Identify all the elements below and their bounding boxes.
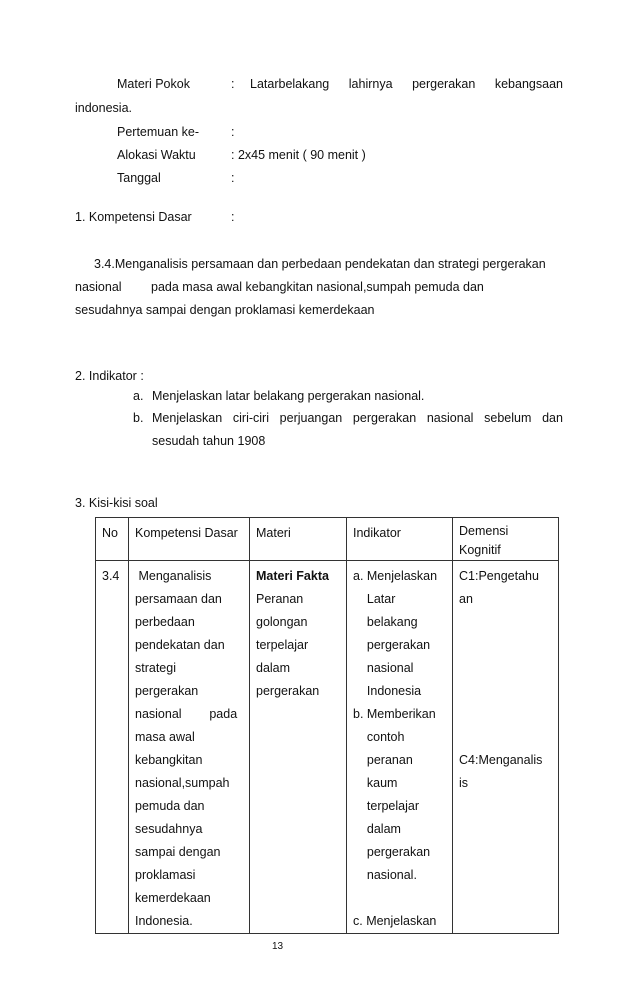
kd-line: pemuda dan — [135, 799, 205, 813]
kognitif-line: C1:Pengetahu — [459, 569, 539, 583]
kd-line-2a: nasional — [75, 280, 122, 294]
kd-line: sampai dengan — [135, 845, 221, 859]
header-demensi-kognitif — [453, 518, 559, 561]
kd-line: masa awal — [135, 730, 195, 744]
alokasi-label: Alokasi Waktu — [117, 148, 196, 162]
section2-heading: 2. Indikator : — [75, 369, 144, 383]
header-kompetensi-dasar: Kompetensi Dasar — [129, 518, 250, 561]
cell-no: 3.4 — [96, 561, 129, 934]
page-number: 13 — [272, 941, 284, 952]
kd-line: Indonesia. — [135, 914, 193, 928]
pertemuan-label: Pertemuan ke- — [117, 125, 199, 139]
cell-kompetensi-dasar — [129, 561, 250, 934]
tanggal-colon: : — [231, 171, 235, 185]
kd-line: kemerdekaan — [135, 891, 211, 905]
kognitif-line — [459, 703, 552, 726]
indikator-line: Indonesia — [353, 684, 422, 698]
pertemuan-colon: : — [231, 125, 235, 139]
word: sebelum — [484, 411, 532, 425]
kognitif-line: is — [459, 776, 469, 790]
word: perjuangan — [279, 411, 343, 425]
materi-pokok-continuation: indonesia. — [75, 101, 132, 115]
indikator-line: contoh — [353, 730, 405, 744]
materi-line: dalam — [256, 661, 291, 675]
word: pergerakan — [352, 411, 417, 425]
kd-line-1: 3.4.Menganalisis persamaan dan perbedaan pendekatan dan strategi pergerakan — [94, 257, 546, 271]
kognitif-line — [459, 657, 552, 680]
kognitif-line — [459, 634, 552, 657]
indikator-a-text: Menjelaskan latar belakang pergerakan nasional. — [152, 389, 425, 403]
kd-line: nasional,sumpah — [135, 776, 230, 790]
header-line: Demensi — [459, 524, 509, 538]
cell-indikator — [347, 561, 453, 934]
indikator-line: b. Memberikan — [353, 707, 436, 721]
word: ciri-ciri — [232, 411, 269, 425]
indikator-a-marker: a. — [133, 389, 144, 403]
kd-line: persamaan dan — [135, 592, 222, 606]
kognitif-line — [459, 726, 552, 749]
word: Menjelaskan — [152, 411, 223, 425]
header-indikator: Indikator — [347, 518, 453, 561]
kognitif-line — [459, 680, 552, 703]
word: Latarbelakang — [250, 77, 330, 91]
table-row — [96, 561, 559, 934]
word: nasional — [426, 411, 474, 425]
materi-pokok-label: Materi Pokok — [117, 77, 190, 91]
indikator-line: nasional. — [353, 868, 417, 882]
indikator-line: dalam — [353, 822, 401, 836]
cell-kognitif — [453, 561, 559, 934]
materi-line: Peranan — [256, 592, 304, 606]
section3-heading: 3. Kisi-kisi soal — [75, 496, 158, 510]
indikator-line: peranan — [353, 753, 413, 767]
header-materi: Materi — [250, 518, 347, 561]
word: lahirnya — [348, 77, 393, 91]
kd-line: strategi — [135, 661, 176, 675]
kd-line-2b: pada masa awal kebangkitan nasional,sumpah pemuda dan — [151, 280, 484, 294]
materi-pokok-value — [250, 77, 563, 91]
kd-line: sesudahnya — [135, 822, 203, 836]
indikator-line: belakang — [353, 615, 418, 629]
kd-line: Menganalisis — [135, 569, 212, 583]
indikator-b-continuation: sesudah tahun 1908 — [152, 434, 266, 448]
section1-heading: 1. Kompetensi Dasar — [75, 210, 192, 224]
kd-line: perbedaan — [135, 615, 195, 629]
table-header-row — [96, 518, 559, 561]
materi-title: Materi Fakta — [256, 569, 329, 583]
kd-line: pendekatan dan — [135, 638, 225, 652]
indikator-line: kaum — [353, 776, 398, 790]
materi-line: pergerakan — [256, 684, 320, 698]
indikator-b-text — [152, 411, 563, 425]
kd-line: proklamasi — [135, 868, 196, 882]
alokasi-value: : 2x45 menit ( 90 menit ) — [231, 148, 366, 162]
materi-line: terpelajar — [256, 638, 309, 652]
indikator-line: Latar — [353, 592, 396, 606]
indikator-line — [353, 887, 446, 910]
indikator-line: c. Menjelaskan — [353, 914, 437, 928]
kognitif-line: C4:Menganalis — [459, 753, 543, 767]
kd-line: kebangkitan — [135, 753, 203, 767]
header-line: Kognitif — [459, 543, 501, 557]
indikator-line: pergerakan — [353, 845, 431, 859]
header-no: No — [96, 518, 129, 561]
kognitif-line — [459, 611, 552, 634]
word: pergerakan — [412, 77, 476, 91]
indikator-line: pergerakan — [353, 638, 431, 652]
indikator-line: a. Menjelaskan — [353, 569, 438, 583]
indikator-line: nasional — [353, 661, 414, 675]
cell-materi — [250, 561, 347, 934]
kd-line: pergerakan — [135, 684, 199, 698]
kd-line-3: sesudahnya sampai dengan proklamasi kemerdekaan — [75, 303, 375, 317]
kd-line: nasional pada — [135, 707, 238, 721]
indikator-b-marker: b. — [133, 411, 144, 425]
materi-pokok-colon: : — [231, 77, 235, 91]
section1-colon: : — [231, 210, 235, 224]
tanggal-label: Tanggal — [117, 171, 161, 185]
kognitif-line: an — [459, 592, 473, 606]
word: kebangsaan — [494, 77, 563, 91]
kisi-kisi-table — [95, 517, 559, 934]
word: dan — [542, 411, 563, 425]
indikator-line: terpelajar — [353, 799, 420, 813]
materi-line: golongan — [256, 615, 308, 629]
